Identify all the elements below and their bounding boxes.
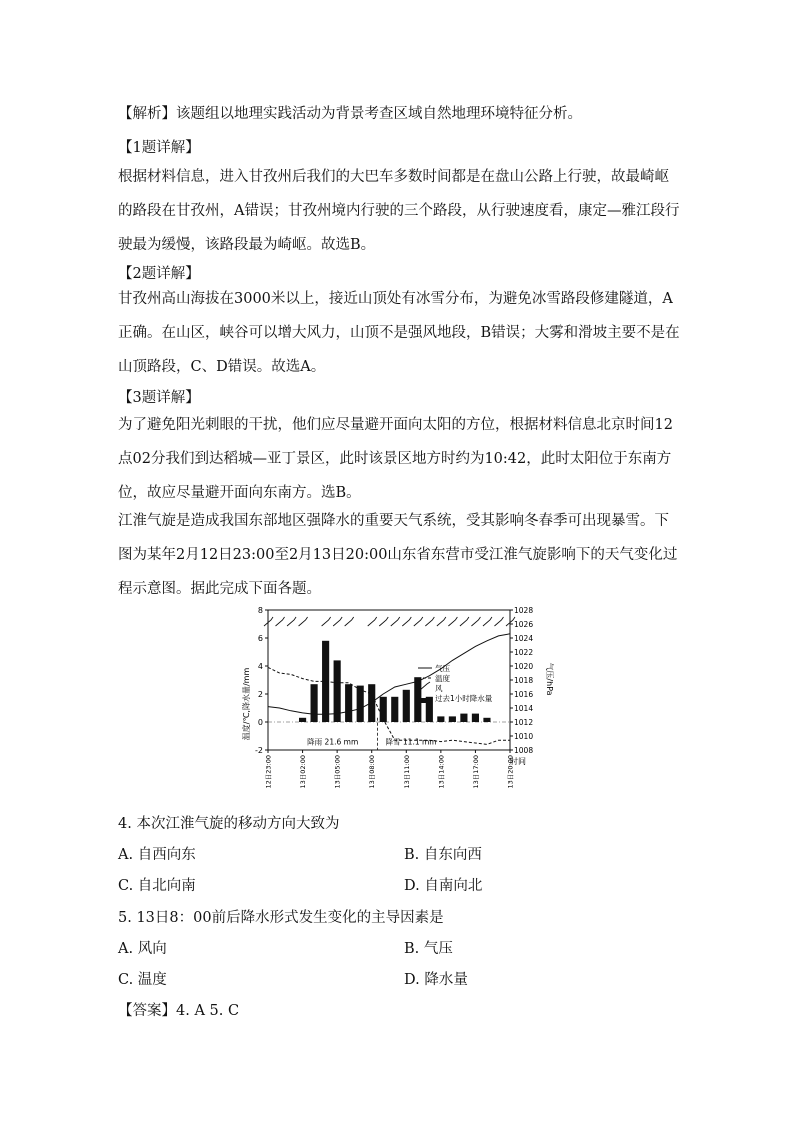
legend-precip-label: 过去1小时降水量 [435, 694, 493, 703]
wind-barb [379, 617, 388, 626]
q2-explanation: 甘孜州高山海拔在3000米以上，接近山顶处有冰雪分布，为避免冰雪路段修建隧道，A正确。在山区，峡谷可以增大风力，山顶不是强风地段，B错误；大雾和滑坡主要不是在山顶路段，C、D错误。故选A。 [118, 291, 680, 375]
wind-barb [322, 617, 331, 626]
right-tick-label: 1024 [514, 634, 534, 643]
right-tick-label: 1020 [514, 662, 534, 671]
q5-option-d[interactable]: D. 降水量 [404, 972, 468, 988]
wind-barb [414, 617, 423, 626]
legend-wind-label: 风 [435, 684, 443, 693]
q5-option-c[interactable]: C. 温度 [118, 972, 167, 988]
left-axis-label: 温度/℃,降水量/mm [242, 667, 251, 741]
legend-pressure-label: 气压 [435, 664, 450, 673]
temperature-line [268, 667, 510, 744]
q4-option-d[interactable]: D. 自南向北 [404, 878, 483, 894]
wind-barb [402, 617, 411, 626]
wind-barb [345, 617, 354, 626]
q4-option-a[interactable]: A. 自西向东 [118, 847, 196, 863]
precip-bar [403, 690, 410, 722]
precip-bar [472, 714, 479, 722]
left-tick-label: 4 [257, 662, 263, 671]
x-tick-label: 12日23:00 [264, 755, 273, 789]
x-tick-label: 13日02:00 [299, 755, 308, 789]
legend-temp-label: 温度 [435, 674, 450, 683]
q4-option-b[interactable]: B. 自东向西 [404, 847, 482, 863]
precip-bar [368, 684, 375, 722]
right-tick-label: 1012 [514, 718, 534, 727]
x-axis-label: 时间 [510, 757, 526, 766]
right-tick-label: 1028 [514, 606, 534, 615]
plot-frame [268, 610, 510, 750]
precip-bar [460, 714, 467, 722]
wind-barb [494, 617, 503, 626]
wind-barb [299, 617, 308, 626]
precip-bar [311, 684, 318, 722]
precip-bar [391, 697, 398, 722]
wind-barb [483, 617, 492, 626]
precip-bar [357, 686, 364, 722]
right-tick-label: 1014 [514, 704, 534, 713]
x-tick-label: 13日05:00 [333, 755, 342, 789]
wind-barb [391, 617, 400, 626]
left-tick-label: 0 [257, 718, 263, 727]
q5-option-b[interactable]: B. 气压 [404, 941, 453, 957]
q3-heading: 【3题详解】 [118, 390, 200, 406]
q1-heading: 【1题详解】 [118, 140, 200, 156]
wind-barb [471, 617, 480, 626]
annotation-rain: 降雨 21.6 mm [307, 737, 359, 747]
right-tick-label: 1022 [514, 648, 534, 657]
weather-chart [240, 604, 554, 794]
x-tick-label: 13日17:00 [471, 755, 480, 789]
wind-barb [460, 617, 469, 626]
left-tick-label: 2 [257, 690, 263, 699]
precip-bar [483, 718, 490, 722]
wind-barb [287, 617, 296, 626]
wind-barb [368, 617, 377, 626]
x-tick-label: 13日20:00 [506, 755, 515, 789]
right-tick-label: 1018 [514, 676, 534, 685]
q5-option-a[interactable]: A. 风向 [118, 941, 167, 957]
q1-explanation: 根据材料信息，进入甘孜州后我们的大巴车多数时间都是在盘山公路上行驶，故最崎岖的路段在甘孜州，A错误；甘孜州境内行驶的三个路段，从行驶速度看，康定—雅江段行驶最为缓慢，该路段最为崎岖。故选B。 [118, 169, 680, 253]
legend-wind-swatch [420, 682, 430, 690]
right-tick-label: 1016 [514, 690, 534, 699]
q5-stem: 5. 13日8：00前后降水形式发生变化的主导因素是 [118, 910, 444, 926]
precip-bar [345, 684, 352, 722]
q4-stem: 4. 本次江淮气旋的移动方向大致为 [118, 816, 340, 832]
q2-heading: 【2题详解】 [118, 266, 200, 282]
q3-explanation: 为了避免阳光刺眼的干扰，他们应尽量避开面向太阳的方位，根据材料信息北京时间12点02分我们到达稻城—亚丁景区，此时该景区地方时约为10:42，此时太阳位于东南方位，故应尽量避开面向东南方。选B。 [118, 417, 673, 501]
right-tick-label: 1010 [514, 732, 534, 741]
left-tick-label: 8 [257, 606, 263, 615]
x-tick-label: 13日14:00 [437, 755, 446, 789]
wind-barb [425, 617, 434, 626]
right-tick-label: 1008 [514, 746, 534, 755]
right-axis-label: 气压/hPa [545, 662, 554, 696]
material-text: 江淮气旋是造成我国东部地区强降水的重要天气系统，受其影响冬春季可出现暴雪。下图为某年2月12日23:00至2月13日20:00山东省东营市受江淮气旋影响下的天气变化过程示意图。据此完成下面各题。 [118, 513, 678, 597]
analysis-intro: 【解析】该题组以地理实践活动为背景考查区域自然地理环境特征分析。 [118, 106, 582, 122]
wind-barb [276, 617, 285, 626]
wind-barb [437, 617, 446, 626]
precip-bar [449, 716, 456, 722]
annotation-snow: 降雪 11.1 mm [385, 737, 437, 747]
x-tick-label: 13日11:00 [402, 755, 411, 789]
x-tick-label: 13日08:00 [368, 755, 377, 789]
precip-bar [437, 716, 444, 722]
right-tick-label: 1026 [514, 620, 534, 629]
left-tick-label: -2 [255, 746, 263, 755]
q4-option-c[interactable]: C. 自北向南 [118, 878, 196, 894]
wind-barb [333, 617, 342, 626]
wind-barb [448, 617, 457, 626]
precip-bar [299, 718, 306, 722]
legend-precip-swatch [420, 698, 429, 703]
answer-line: 【答案】4. A 5. C [118, 1003, 240, 1019]
left-tick-label: 6 [257, 634, 263, 643]
